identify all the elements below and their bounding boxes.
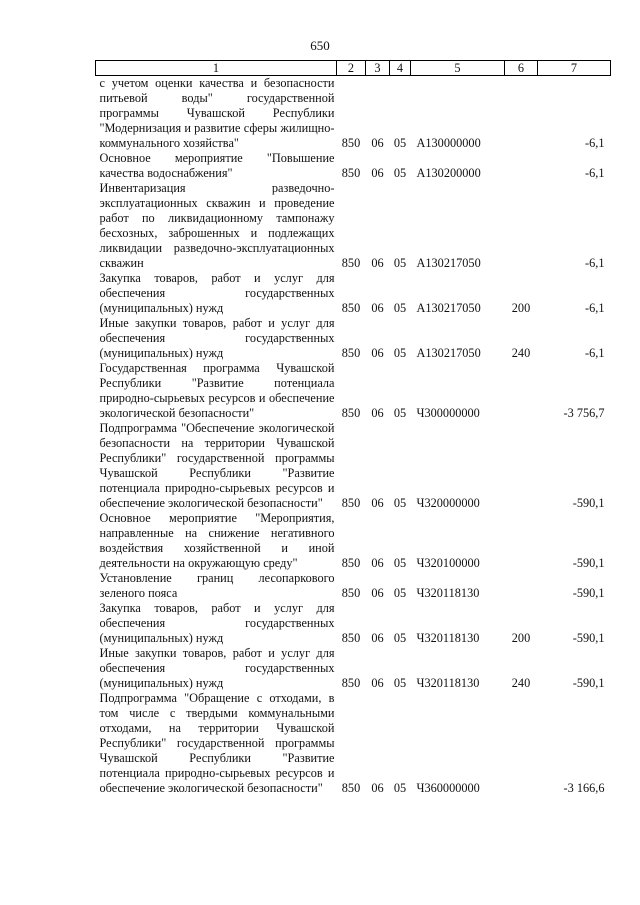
- ministry-code: 850: [341, 166, 361, 180]
- item-name: Основное мероприятие "Повышение качества водоснабжения": [99, 151, 335, 180]
- subsection-code: 05: [393, 676, 407, 690]
- subsection-code: 05: [393, 256, 407, 270]
- header-row: [96, 61, 611, 76]
- target-article-code: Ч320118130: [416, 676, 480, 690]
- section-code: 06: [371, 346, 384, 360]
- table-row: [96, 361, 611, 421]
- expense-type-code: 240: [511, 346, 531, 360]
- amount: -6,1: [585, 346, 605, 360]
- table-row: [96, 691, 611, 796]
- amount: -6,1: [585, 256, 605, 270]
- item-name: Закупка товаров, работ и услуг для обеспечения государственных (муниципальных) нужд: [99, 601, 335, 645]
- amount: -6,1: [585, 301, 605, 315]
- column-header-4: 4: [390, 61, 411, 76]
- column-header-5: 5: [411, 61, 505, 76]
- subsection-code: 05: [393, 136, 407, 150]
- amount: -6,1: [585, 166, 605, 180]
- expense-type-code: 200: [511, 631, 531, 645]
- amount: -590,1: [572, 631, 605, 645]
- item-name: Установление границ лесопаркового зеленого пояса: [99, 571, 335, 600]
- subsection-code: 05: [393, 496, 407, 510]
- ministry-code: 850: [341, 496, 361, 510]
- ministry-code: 850: [341, 556, 361, 570]
- expense-type-code: [505, 361, 538, 421]
- table-row: [96, 511, 611, 571]
- ministry-code: 850: [341, 301, 361, 315]
- section-code: 06: [371, 676, 384, 690]
- column-header-6: 6: [505, 61, 538, 76]
- table-row: [96, 646, 611, 691]
- subsection-code: 05: [393, 166, 407, 180]
- item-name: Подпрограмма "Обеспечение экологической безопасности на территории Чувашской Республики" государственной программы Чувашской Республики "Развитие потенциала природно-сырьевых ресурсов и обеспечение экологической безопасности": [99, 421, 335, 510]
- section-code: 06: [371, 406, 384, 420]
- subsection-code: 05: [393, 781, 407, 795]
- ministry-code: 850: [341, 676, 361, 690]
- target-article-code: Ч320100000: [416, 556, 480, 570]
- table-row: [96, 271, 611, 316]
- expense-type-code: [505, 76, 538, 152]
- table-row: [96, 421, 611, 511]
- item-name: Подпрограмма "Обращение с отходами, в том числе с твердыми коммунальными отходами, на территории Чувашской Республики" государственной программы Чувашской Республики "Развитие потенциала природно-сырьевых ресурсов и обеспечение экологической безопасности": [99, 691, 335, 795]
- item-name: Иные закупки товаров, работ и услуг для обеспечения государственных (муниципальных) нужд: [99, 646, 335, 690]
- column-header-1: 1: [96, 61, 337, 76]
- target-article-code: А130217050: [416, 256, 481, 270]
- section-code: 06: [371, 301, 384, 315]
- amount: -590,1: [572, 556, 605, 570]
- subsection-code: 05: [393, 301, 407, 315]
- column-header-3: 3: [366, 61, 390, 76]
- amount: -6,1: [585, 136, 605, 150]
- section-code: 06: [371, 586, 384, 600]
- subsection-code: 05: [393, 586, 407, 600]
- section-code: 06: [371, 556, 384, 570]
- subsection-code: 05: [393, 346, 407, 360]
- ministry-code: 850: [341, 346, 361, 360]
- table-header: [96, 61, 611, 76]
- table-row: [96, 316, 611, 361]
- section-code: 06: [371, 256, 384, 270]
- target-article-code: А130217050: [416, 346, 481, 360]
- item-name: Основное мероприятие "Мероприятия, направленные на снижение негативного воздействия хозяйственной и иной деятельности на окружающую среду": [99, 511, 335, 570]
- item-name: Закупка товаров, работ и услуг для обеспечения государственных (муниципальных) нужд: [99, 271, 335, 315]
- target-article-code: Ч320000000: [416, 496, 480, 510]
- expense-type-code: 200: [511, 301, 531, 315]
- section-code: 06: [371, 166, 384, 180]
- item-name: Государственная программа Чувашской Республики "Развитие потенциала природно-сырьевых ресурсов и обеспечение экологической безопасности": [99, 361, 335, 420]
- ministry-code: 850: [341, 631, 361, 645]
- subsection-code: 05: [393, 631, 407, 645]
- expense-type-code: 240: [511, 676, 531, 690]
- expense-type-code: [505, 151, 538, 181]
- budget-table: [95, 60, 611, 796]
- subsection-code: 05: [393, 556, 407, 570]
- amount: -3 166,6: [563, 781, 605, 795]
- ministry-code: 850: [341, 781, 361, 795]
- expense-type-code: [505, 421, 538, 511]
- target-article-code: Ч320118130: [416, 586, 480, 600]
- expense-type-code: [505, 511, 538, 571]
- expense-type-code: [505, 571, 538, 601]
- section-code: 06: [371, 631, 384, 645]
- page-number: 650: [310, 38, 330, 53]
- table-body: [96, 76, 611, 797]
- ministry-code: 850: [341, 586, 361, 600]
- section-code: 06: [371, 496, 384, 510]
- subsection-code: 05: [393, 406, 407, 420]
- column-header-7: 7: [538, 61, 611, 76]
- item-name: с учетом оценки качества и безопасности питьевой воды" государственной программы Чувашской Республики "Модернизация и развитие сферы жилищно-коммунального хозяйства": [99, 76, 335, 150]
- target-article-code: Ч320118130: [416, 631, 480, 645]
- ministry-code: 850: [341, 406, 361, 420]
- ministry-code: 850: [341, 256, 361, 270]
- amount: -590,1: [572, 586, 605, 600]
- expense-type-code: [505, 691, 538, 796]
- target-article-code: А130217050: [416, 301, 481, 315]
- item-name: Инвентаризация разведочно-эксплуатационных скважин и проведение работ по ликвидационному тампонажу бесхозных, заброшенных и подлежащих ликвидации разведочно-эксплуатационных скважин: [99, 181, 335, 270]
- amount: -3 756,7: [563, 406, 605, 420]
- table-row: [96, 76, 611, 152]
- table-row: [96, 181, 611, 271]
- target-article-code: А130000000: [416, 136, 481, 150]
- amount: -590,1: [572, 676, 605, 690]
- section-code: 06: [371, 136, 384, 150]
- table-row: [96, 151, 611, 181]
- target-article-code: Ч300000000: [416, 406, 480, 420]
- section-code: 06: [371, 781, 384, 795]
- table-row: [96, 601, 611, 646]
- expense-type-code: [505, 181, 538, 271]
- item-name: Иные закупки товаров, работ и услуг для обеспечения государственных (муниципальных) нужд: [99, 316, 335, 360]
- amount: -590,1: [572, 496, 605, 510]
- table-row: [96, 571, 611, 601]
- target-article-code: А130200000: [416, 166, 481, 180]
- ministry-code: 850: [341, 136, 361, 150]
- column-header-2: 2: [337, 61, 366, 76]
- target-article-code: Ч360000000: [416, 781, 480, 795]
